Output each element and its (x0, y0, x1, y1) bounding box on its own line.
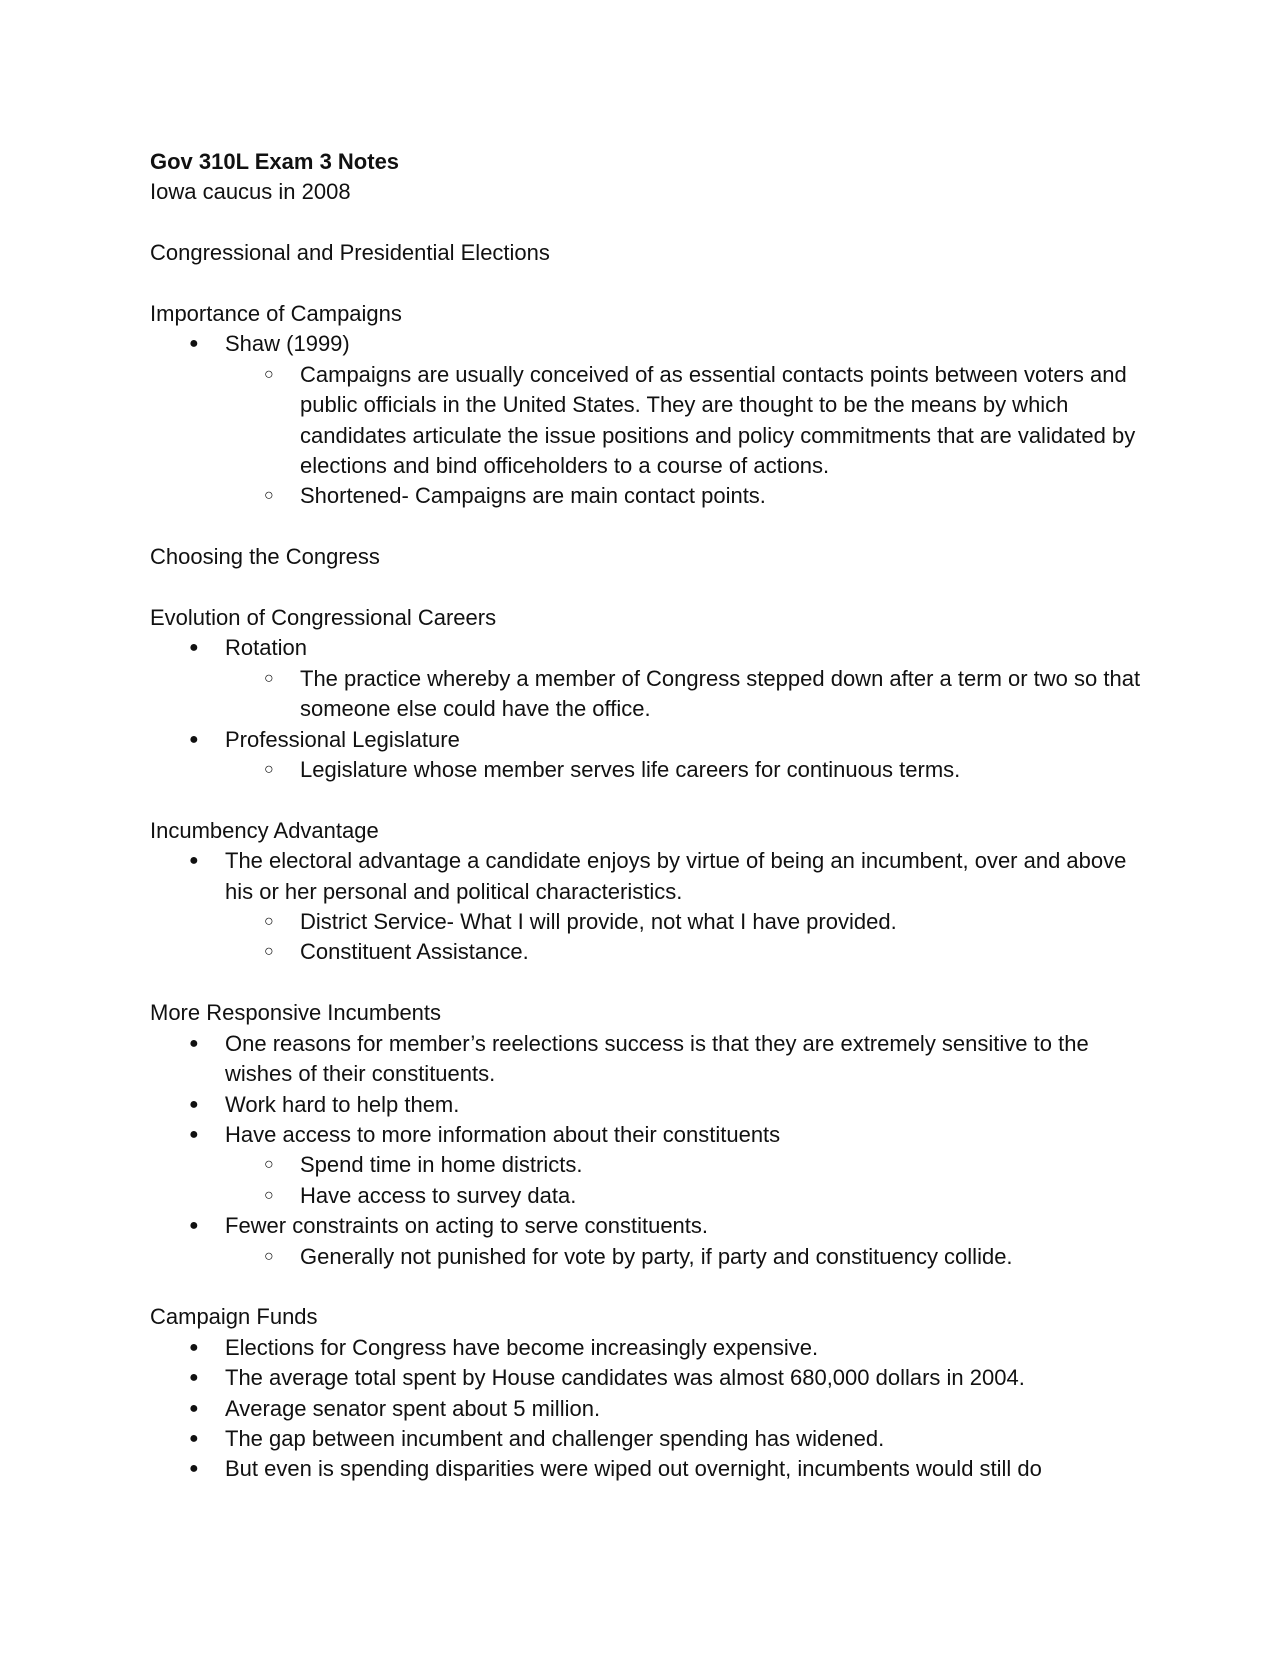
list-item (189, 633, 1150, 724)
sub-list-item-text: Have access to survey data. (300, 1182, 577, 1208)
bullet-list (150, 846, 1150, 968)
list-item-text: Fewer constraints on acting to serve constituents. (225, 1213, 709, 1239)
document-page (150, 147, 1150, 1485)
list-item (189, 1090, 1150, 1120)
intro-heading: Congressional and Presidential Elections (150, 240, 550, 266)
filled-bullet-icon: ● (189, 1369, 199, 1387)
list-item-text: The gap between incumbent and challenger spending has widened. (225, 1425, 885, 1451)
spacer (150, 208, 1150, 238)
filled-bullet-icon: ● (189, 1095, 199, 1113)
spacer (150, 785, 1150, 815)
filled-bullet-icon: ● (189, 1034, 199, 1052)
sub-list-item (264, 937, 1150, 967)
filled-bullet-icon: ● (189, 1217, 199, 1235)
sub-bullet-list (225, 664, 1150, 725)
list-item-text: Professional Legislature (225, 726, 460, 752)
hollow-bullet-icon: ○ (264, 913, 274, 931)
list-item-text: Rotation (225, 635, 307, 661)
filled-bullet-icon: ● (189, 335, 199, 353)
hollow-bullet-icon: ○ (264, 761, 274, 779)
sections-container (150, 269, 1150, 1485)
sub-list-item-text: Campaigns are usually conceived of as essential contacts points between voters and public officials in the United States. They are thought to be the means by which candidates articulate the issue positions and policy commitments that are validated by elections and bind officeholders to a course of actions. (300, 361, 1136, 479)
sub-list-item (264, 1242, 1150, 1272)
filled-bullet-icon: ● (189, 1460, 199, 1478)
sub-list-item-text: Shortened- Campaigns are main contact points. (300, 483, 766, 509)
sub-bullet-list (225, 755, 1150, 785)
list-item (189, 1029, 1150, 1090)
sub-list-item (264, 360, 1150, 482)
filled-bullet-icon: ● (189, 730, 199, 748)
hollow-bullet-icon: ○ (264, 669, 274, 687)
document-title: Gov 310L Exam 3 Notes (150, 149, 400, 174)
list-item-text: Have access to more information about their constituents (225, 1121, 781, 1147)
list-item-text: The electoral advantage a candidate enjoys by virtue of being an incumbent, over and above his or her personal and political characteristics. (225, 848, 1127, 904)
sub-list-item (264, 664, 1150, 725)
document-subtitle: Iowa caucus in 2008 (150, 179, 351, 205)
list-item (189, 846, 1150, 968)
section-heading: Incumbency Advantage (150, 817, 379, 843)
sub-list-item (264, 1181, 1150, 1211)
list-item-text: Average senator spent about 5 million. (225, 1395, 601, 1421)
sub-bullet-list (225, 360, 1150, 512)
hollow-bullet-icon: ○ (264, 1186, 274, 1204)
spacer (150, 269, 1150, 299)
list-item (189, 1394, 1150, 1424)
list-item-text: Shaw (1999) (225, 331, 350, 357)
sub-bullet-list (225, 1150, 1150, 1211)
hollow-bullet-icon: ○ (264, 1156, 274, 1174)
bullet-list (150, 633, 1150, 785)
sub-bullet-list (225, 1242, 1150, 1272)
sub-list-item (264, 481, 1150, 511)
filled-bullet-icon: ● (189, 1399, 199, 1417)
list-item (189, 1454, 1150, 1484)
section-heading: Importance of Campaigns (150, 301, 402, 326)
list-item-text: The average total spent by House candidates was almost 680,000 dollars in 2004. (225, 1365, 1025, 1391)
filled-bullet-icon: ● (189, 1429, 199, 1447)
sub-list-item-text: District Service- What I will provide, not what I have provided. (300, 909, 897, 935)
sub-list-item (264, 755, 1150, 785)
section-heading: Campaign Funds (150, 1304, 318, 1330)
filled-bullet-icon: ● (189, 1338, 199, 1356)
sub-list-item-text: Legislature whose member serves life careers for continuous terms. (300, 757, 961, 783)
sub-bullet-list (225, 907, 1150, 968)
spacer (150, 573, 1150, 603)
list-item (189, 725, 1150, 786)
sub-list-item-text: Generally not punished for vote by party, if party and constituency collide. (300, 1243, 1013, 1269)
list-item (189, 1120, 1150, 1211)
section-heading: Evolution of Congressional Careers (150, 605, 497, 631)
hollow-bullet-icon: ○ (264, 365, 274, 383)
section-heading: More Responsive Incumbents (150, 1000, 442, 1026)
spacer (150, 512, 1150, 542)
list-item-text: One reasons for member’s reelections success is that they are extremely sensitive to the wishes of their constituents. (225, 1030, 1089, 1087)
list-item (189, 1333, 1150, 1363)
list-item-text: Elections for Congress have become increasingly expensive. (225, 1334, 819, 1360)
section-heading: Choosing the Congress (150, 544, 380, 570)
sub-list-item (264, 1150, 1150, 1180)
hollow-bullet-icon: ○ (264, 1247, 274, 1265)
sub-list-item (264, 907, 1150, 937)
list-item (189, 329, 1150, 511)
bullet-list (150, 1029, 1150, 1272)
list-item (189, 1424, 1150, 1454)
list-item (189, 1211, 1150, 1272)
filled-bullet-icon: ● (189, 639, 199, 657)
filled-bullet-icon: ● (189, 852, 199, 870)
sub-list-item-text: The practice whereby a member of Congress stepped down after a term or two so that someone else could have the office. (300, 665, 1141, 722)
list-item-text: Work hard to help them. (225, 1091, 460, 1117)
hollow-bullet-icon: ○ (264, 943, 274, 961)
hollow-bullet-icon: ○ (264, 487, 274, 505)
filled-bullet-icon: ● (189, 1125, 199, 1143)
sub-list-item-text: Constituent Assistance. (300, 939, 529, 965)
spacer (150, 968, 1150, 998)
bullet-list (150, 1333, 1150, 1485)
list-item-text: But even is spending disparities were wiped out overnight, incumbents would still do (225, 1456, 1042, 1482)
bullet-list (150, 329, 1150, 511)
spacer (150, 1272, 1150, 1302)
sub-list-item-text: Spend time in home districts. (300, 1152, 583, 1178)
list-item (189, 1363, 1150, 1393)
